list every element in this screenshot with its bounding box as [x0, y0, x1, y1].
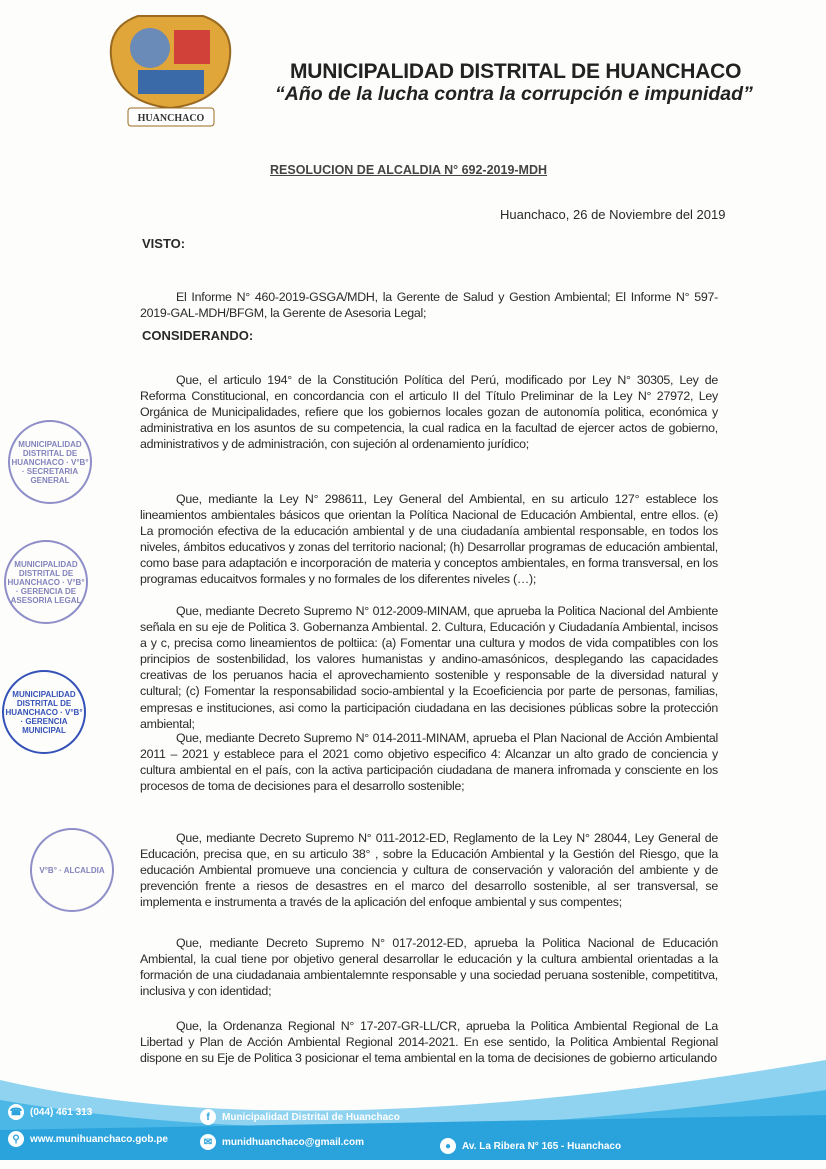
footer-facebook[interactable]: f Municipalidad Distrital de Huanchaco	[200, 1109, 400, 1125]
approval-seal: MUNICIPALIDAD DISTRITAL DE HUANCHACO · V°B° · GERENCIA DE ASESORIA LEGAL	[4, 540, 88, 624]
search-icon: ⚲	[8, 1131, 24, 1147]
svg-text:HUANCHACO: HUANCHACO	[137, 113, 205, 124]
considerando-paragraph: Que, mediante Decreto Supremo N° 011-2012-ED, Reglamento de la Ley N° 28044, Ley General de Educación, precisa que, en su articulo 38° , sobre la Educación Ambiental y la Gestión del Riesgo, que la educación Ambiental promueve una conciencia y cultura de conservación y valoración del ambiente y de prevención frente a riesos de desastres en el marco del desarrollo sostenible, al ser transversal, se implementa e instrumenta a través de la aplicación del enfoque ambiental y sus compentes;	[140, 831, 718, 910]
considerando-paragraph: Que, mediante la Ley N° 298611, Ley General del Ambiental, en su articulo 127° establece los lineamientos ambientales básicos que orientan la Política Nacional de Educación Ambiental, entre ellos. (e) La promoción efectiva de la educación ambiental y de una ciudadanía ambiental responsable, en todos los niveles, ámbitos educativos y zonas del territorio nacional; (h) Desarrollar programas de educación ambiental, como base para adaptación e incorporación de materia y conceptos ambientales, en forma transversal, en los programas educaitvos formales y no formales de los diferentes niveles (…);	[140, 492, 718, 587]
year-motto: “Año de la lucha contra la corrupción e impunidad”	[275, 83, 753, 105]
municipal-logo	[98, 8, 243, 133]
considerando-paragraph: Que, mediante Decreto Supremo N° 014-2011-MINAM, aprueba el Plan Nacional de Acción Ambiental 2011 – 2021 y establece para el 2021 como objetivo especifico 4: Alcanzar un alto grado de conciencia y cultura ambiental en el país, con la activa participación ciudadana de manera infromada y consciente en los procesos de toma de decisiones para el desarrollo sostenible;	[140, 731, 718, 794]
mail-icon: ✉	[200, 1134, 216, 1150]
considerando-paragraph: Que, la Ordenanza Regional N° 17-207-GR-LL/CR, aprueba la Politica Ambiental Regional de La Libertad y Plan de Acción Ambiental Regional 2014-2021. En ese sentido, la Politica Ambiental Regional dispone en su Eje de Politica 3 posicionar el tema ambiental en la toma de decisiones de gobierno articulando	[140, 1019, 718, 1066]
considerando-paragraph: Que, mediante Decreto Supremo N° 012-2009-MINAM, que aprueba la Politica Nacional del Ambiente señala en su eje de Politica 3. Gobernanza Ambiental. 2. Cultura, Educación y Ciudadanía Ambiental, incisos a y c, precisa como lineamientos de poltiica: (a) Fomentar una cultura y modos de vida compatibles con los principios de sostenbilidad, los valores humanistas y andino-amasónicos, desplegando las capacidades creativas de los peruanos hacia el aprovechamiento sostenible y responsable de la diversidad natural y cultural; (c) Fomentar la responsabilidad socio-ambiental y la Ecoeficiencia por parte de personas, familias, empresas e instituciones, asi como la participación ciudadana en las decisiones públicas sobre la protección ambiental;	[140, 604, 718, 731]
visto-text: El Informe N° 460-2019-GSGA/MDH, la Gerente de Salud y Gestion Ambiental; El Informe N° 597-2019-GAL-MDH/BFGM, la Gerente de Asesoria Legal;	[140, 290, 718, 321]
facebook-icon: f	[200, 1109, 216, 1125]
footer-phone: ☎ (044) 461 313	[8, 1104, 92, 1120]
approval-seal: MUNICIPALIDAD DISTRITAL DE HUANCHACO · V°B° · GERENCIA MUNICIPAL	[2, 670, 86, 754]
footer-address: ● Av. La Ribera N° 165 - Huanchaco	[440, 1138, 621, 1154]
resolution-number: RESOLUCION DE ALCALDIA N° 692-2019-MDH	[270, 163, 548, 177]
considerando-heading: CONSIDERANDO:	[142, 328, 254, 343]
visto-heading: VISTO:	[142, 236, 186, 251]
phone-icon: ☎	[8, 1104, 24, 1120]
municipality-title: MUNICIPALIDAD DISTRITAL DE HUANCHACO	[290, 60, 742, 83]
location-pin-icon: ●	[440, 1138, 456, 1154]
approval-seal: MUNICIPALIDAD DISTRITAL DE HUANCHACO · V°B° · SECRETARIA GENERAL	[8, 420, 92, 504]
resolution-date: Huanchaco, 26 de Noviembre del 2019	[500, 207, 726, 222]
considerando-paragraph: Que, el articulo 194° de la Constitución Política del Perú, modificado por Ley N° 30305, Ley de Reforma Constitucional, en concordancia con el articulo II del Título Preliminar de la Ley N° 27972, Ley Orgánica de Municipalidades, refiere que los gobiernos locales gozan de autonomía politica, económica y administrativa en los asuntos de su competencia, la cual radica en la facultad de ejercer actos de gobierno, administrativos y de administración, con sujeción al ordenamiento jurídico;	[140, 373, 718, 452]
footer-wave	[0, 1060, 826, 1169]
footer-website[interactable]: ⚲ www.munihuanchaco.gob.pe	[8, 1131, 168, 1147]
considerando-paragraph: Que, mediante Decreto Supremo N° 017-2012-ED, aprueba la Politica Nacional de Educación Ambiental, la cual tiene por objetivo general desarrollar le educación y la cultura ambiental orientadas a la formación de una ciudadanaia ambientalemnte responsable y una sociedad peruana sostenible, competititva, inclusiva y con identidad;	[140, 936, 718, 999]
footer-email[interactable]: ✉ munidhuanchaco@gmail.com	[200, 1134, 364, 1150]
approval-seal: V°B° · ALCALDIA	[30, 828, 114, 912]
